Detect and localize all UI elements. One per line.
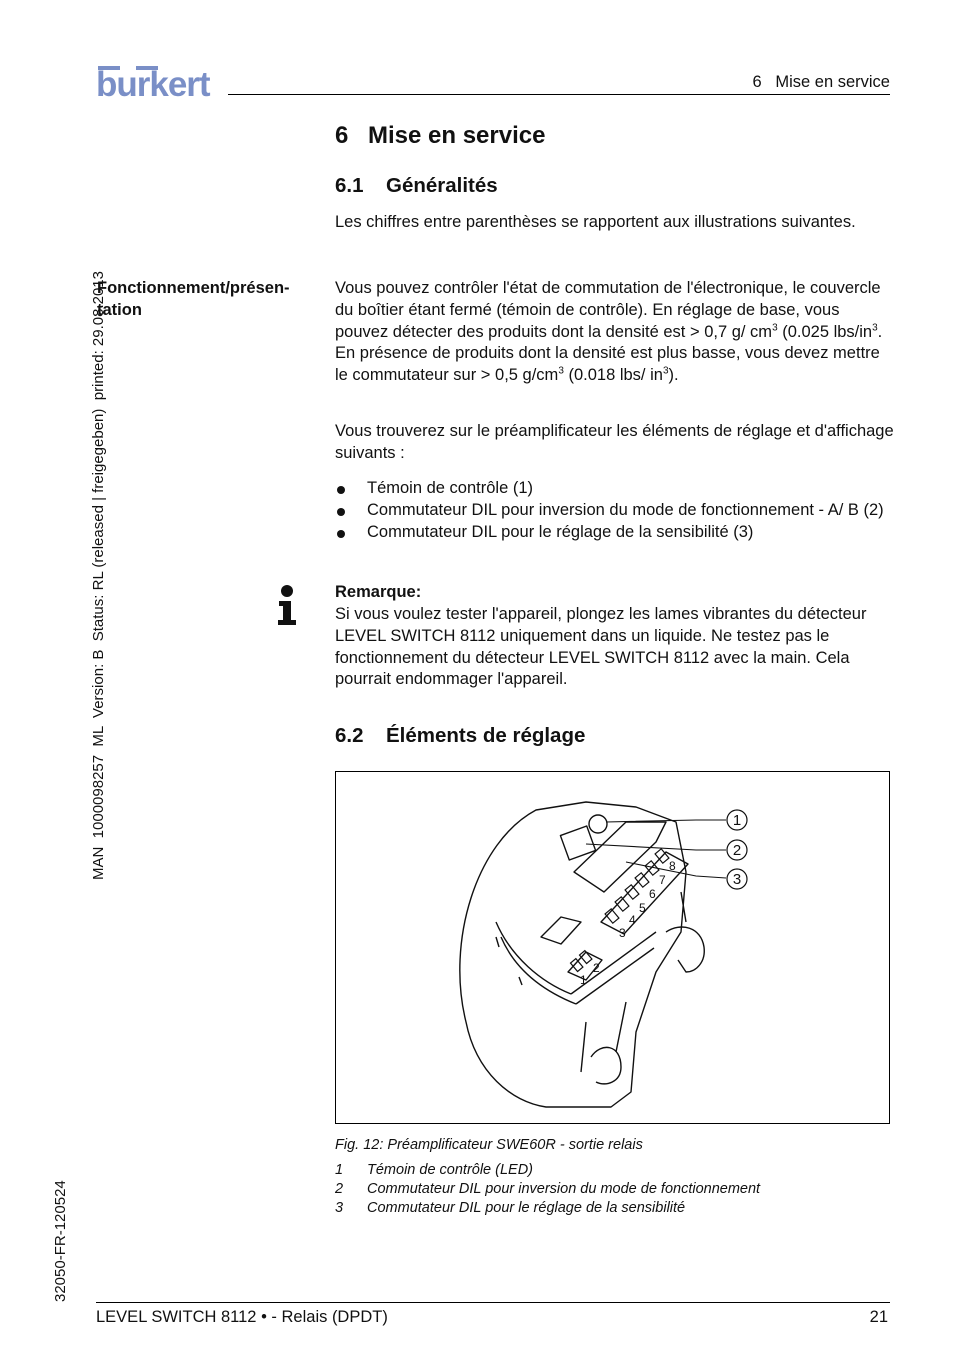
burkert-logo xyxy=(96,62,214,104)
callout-3: 3 xyxy=(732,871,742,888)
switch-number: 1 xyxy=(580,973,587,987)
note-text: Si vous voulez tester l'appareil, plongez les lames vibrantes du détecteur LEVEL SWITCH 8112 uniquement dans un liquide. Ne testez pas le fonctionnement du détecteur LEVEL SWITCH 8112 avec la main. Cela pourrait endommager l'appareil. xyxy=(335,605,867,689)
info-icon xyxy=(276,584,298,626)
operation-paragraph: Vous pouvez contrôler l'état de commutation de l'électronique, le couvercle du boîtier étant fermé (témoin de contrôle). En réglage de base, vous pouvez détecter des produits dont la densité est > 0,7 g/ $cm^3$ (0.025 lbs/$in^3$. En présence de produits dont la densité est plus basse, vous devez mettre le commutateur sur > 0,5 $g/cm^3$ (0.018 lbs/ $in^3$). xyxy=(335,279,883,385)
footer-rule xyxy=(96,1302,890,1303)
page-number: 21 xyxy=(869,1308,888,1326)
switch-number: 5 xyxy=(639,901,646,915)
preamplifier-drawing xyxy=(336,772,889,1123)
switch-number: 3 xyxy=(619,926,626,940)
figure-caption: Fig. 12: Préamplificateur SWE60R - sortie relais xyxy=(335,1137,643,1153)
side-label: Fonctionnement/présen-tation xyxy=(97,279,290,319)
bullet-list xyxy=(335,478,895,543)
intro-paragraph: Les chiffres entre parenthèses se rapportent aux illustrations suivantes. xyxy=(335,213,856,231)
callout-1: 1 xyxy=(732,812,742,829)
legend-item: 2 Commutateur DIL pour inversion du mode de fonctionnement xyxy=(335,1181,761,1197)
switch-number: 2 xyxy=(593,961,600,975)
switch-number: 4 xyxy=(629,913,636,927)
list-item: Commutateur DIL pour inversion du mode de fonctionnement - A/ B (2) xyxy=(335,500,895,522)
header-rule xyxy=(228,94,890,95)
figure-box xyxy=(335,771,890,1124)
document-code: 32050-FR-120524 xyxy=(52,1180,69,1302)
logo-text: burkert xyxy=(96,65,210,104)
callout-2: 2 xyxy=(732,842,742,859)
legend-item: 3 Commutateur DIL pour le réglage de la sensibilité xyxy=(335,1200,686,1216)
section-heading-6-2: 6.2 Éléments de réglage xyxy=(335,724,586,747)
section-heading-6-1: 6.1 Généralités xyxy=(335,174,498,197)
elements-paragraph: Vous trouverez sur le préamplificateur les éléments de réglage et d'affichage suivants : xyxy=(335,422,894,462)
footer-title: LEVEL SWITCH 8112 • - Relais (DPDT) xyxy=(96,1308,388,1326)
switch-number: 7 xyxy=(659,873,666,887)
switch-number: 6 xyxy=(649,887,656,901)
note-title: Remarque: xyxy=(335,583,422,601)
list-item: Témoin de contrôle (1) xyxy=(335,478,895,500)
document-metadata: MAN 1000098257 ML Version: B Status: RL (released | freigegeben) printed: 29.08.2013 xyxy=(90,271,107,880)
section-heading-6: 6 Mise en service xyxy=(335,122,546,149)
header-section-ref: 6 Mise en service xyxy=(752,73,890,91)
legend-item: 1 Témoin de contrôle (LED) xyxy=(335,1162,534,1178)
list-item: Commutateur DIL pour le réglage de la sensibilité (3) xyxy=(335,522,895,544)
switch-number: 8 xyxy=(669,859,676,873)
